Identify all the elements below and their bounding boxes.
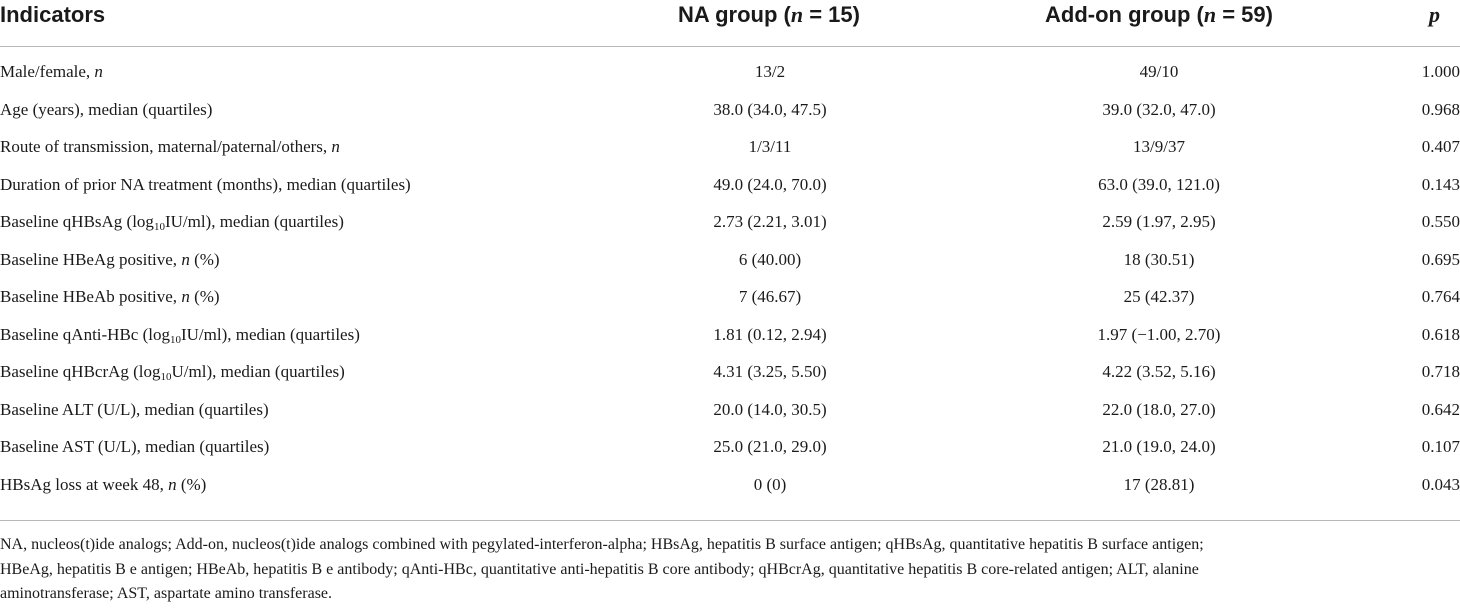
table-row: [0, 285, 1460, 323]
indicator-subscript: 10: [153, 221, 165, 233]
p-value-cell: 0.618: [1421, 324, 1460, 344]
indicator-text: Baseline HBeAb positive,: [0, 287, 182, 306]
indicator-text-suffix: IU/ml), median (quartiles): [164, 212, 344, 231]
indicator-text: HBsAg loss at week 48,: [0, 474, 169, 494]
indicator-text: Route of transmission, maternal/paternal/others,: [0, 137, 332, 156]
na-group-cell: 1.81 (0.12, 2.94): [713, 324, 827, 344]
indicator-text: Baseline ALT (U/L), median (quartiles): [0, 399, 269, 419]
footnote-line-1: NA, nucleos(t)ide analogs; Add-on, nucleos(t)ide analogs combined with pegylated-interferon-alpha; HBsAg, hepatitis B surface antigen; qHBsAg, quantitative hepatitis B surface antigen;: [0, 536, 1204, 553]
addon-group-cell: 13/9/37: [1133, 137, 1185, 156]
p-value-cell: 0.143: [1421, 174, 1460, 194]
indicator-text-suffix: IU/ml), median (quartiles): [180, 324, 360, 344]
indicator-cell: [0, 173, 411, 197]
na-group-cell: 6 (40.00): [738, 249, 802, 269]
na-group-cell: 1/3/11: [748, 137, 792, 156]
table-row: [0, 135, 1460, 173]
indicator-cell: [0, 323, 360, 347]
p-value-cell: 1.000: [1421, 62, 1460, 81]
indicator-subscript: 10: [160, 371, 172, 383]
addon-group-cell: 22.0 (18.0, 27.0): [1102, 399, 1216, 419]
p-value-cell: 0.407: [1421, 137, 1460, 156]
table-header: [0, 0, 1460, 47]
indicator-text: Duration of prior NA treatment (months), median (quartiles): [0, 174, 411, 194]
header-addon-post: = 59): [1216, 2, 1273, 27]
indicator-cell: [0, 398, 269, 422]
table-row: [0, 210, 1460, 248]
na-group-cell: 0 (0): [753, 474, 787, 494]
indicator-italic: n: [94, 62, 103, 81]
addon-group-cell: 25 (42.37): [1123, 287, 1195, 306]
addon-group-cell: 4.22 (3.52, 5.16): [1102, 362, 1216, 381]
indicator-italic: n: [181, 287, 190, 306]
p-value-cell: 0.043: [1421, 474, 1460, 494]
indicator-italic: n: [181, 249, 190, 269]
table-row: [0, 398, 1460, 436]
header-na-post: = 15): [803, 2, 860, 27]
na-group-cell: 13/2: [754, 62, 786, 81]
addon-group-cell: 18 (30.51): [1123, 249, 1195, 269]
table-row: [0, 360, 1460, 398]
indicator-cell: [0, 135, 340, 159]
table-row: [0, 60, 1460, 98]
header-na-n: n: [790, 2, 804, 27]
indicator-italic: n: [168, 474, 177, 494]
table-row: [0, 98, 1460, 136]
addon-group-cell: 63.0 (39.0, 121.0): [1098, 174, 1220, 194]
na-group-cell: 38.0 (34.0, 47.5): [713, 99, 827, 119]
p-value-cell: 0.642: [1421, 399, 1460, 419]
indicator-text: Age (years), median (quartiles): [0, 99, 213, 119]
header-p-label: p: [1429, 2, 1440, 27]
indicator-cell: [0, 60, 103, 84]
indicator-cell: [0, 98, 212, 122]
addon-group-cell: 49/10: [1139, 62, 1179, 81]
table-row: [0, 323, 1460, 361]
table-row: [0, 435, 1460, 473]
table-footnote: [0, 533, 1460, 607]
indicator-text: Baseline qHBsAg (log: [0, 212, 154, 231]
na-group-cell: 7 (46.67): [738, 287, 802, 306]
footnote-line-2: HBeAg, hepatitis B e antigen; HBeAb, hepatitis B e antibody; qAnti-HBc, quantitative anti-hepatitis B core antibody; qHBcrAg, quantitative hepatitis B core-related antigen; ALT, alanine: [0, 560, 1199, 578]
table-row: [0, 173, 1460, 211]
addon-group-cell: 17 (28.81): [1123, 474, 1195, 494]
addon-group-cell: 1.97 (−1.00, 2.70): [1097, 324, 1221, 344]
indicator-italic: n: [331, 137, 340, 156]
indicator-text-suffix: (%): [189, 249, 220, 269]
header-addon-pre: Add-on group (: [1045, 2, 1204, 27]
table-bottom-rule: [0, 520, 1460, 521]
table-body: [0, 60, 1460, 510]
indicator-text-suffix: (%): [189, 287, 220, 306]
indicator-text: Baseline qHBcrAg (log: [0, 362, 161, 381]
footnote-line-3: aminotransferase; AST, aspartate amino transferase.: [0, 585, 333, 602]
p-value-cell: 0.695: [1421, 249, 1460, 269]
indicator-text: Baseline HBeAg positive,: [0, 249, 182, 269]
indicator-cell: [0, 248, 220, 272]
indicator-cell: [0, 210, 344, 234]
p-value-cell: 0.764: [1421, 287, 1460, 306]
indicator-cell: [0, 473, 206, 497]
indicator-text: Baseline AST (U/L), median (quartiles): [0, 437, 270, 456]
na-group-cell: 2.73 (2.21, 3.01): [713, 212, 827, 231]
addon-group-cell: 21.0 (19.0, 24.0): [1102, 437, 1216, 456]
na-group-cell: 4.31 (3.25, 5.50): [713, 362, 827, 381]
header-indicators: Indicators: [0, 2, 106, 27]
indicator-cell: [0, 360, 345, 384]
table-row: [0, 248, 1460, 286]
indicator-cell: [0, 285, 220, 309]
na-group-cell: 25.0 (21.0, 29.0): [713, 437, 827, 456]
na-group-cell: 20.0 (14.0, 30.5): [713, 399, 827, 419]
indicator-cell: [0, 435, 269, 459]
indicator-text-suffix: (%): [176, 474, 207, 494]
header-na-pre: NA group (: [678, 2, 791, 27]
indicator-subscript: 10: [169, 333, 181, 346]
header-p: [1429, 1, 1440, 29]
na-group-cell: 49.0 (24.0, 70.0): [713, 174, 827, 194]
header-addon-n: n: [1203, 2, 1217, 27]
p-value-cell: 0.550: [1421, 212, 1460, 231]
table-row: [0, 473, 1460, 511]
addon-group-cell: 39.0 (32.0, 47.0): [1102, 99, 1216, 119]
p-value-cell: 0.968: [1421, 99, 1460, 119]
p-value-cell: 0.107: [1421, 437, 1460, 456]
p-value-cell: 0.718: [1421, 362, 1460, 381]
indicator-text-suffix: U/ml), median (quartiles): [171, 362, 345, 381]
indicator-text: Baseline qAnti-HBc (log: [0, 324, 170, 344]
addon-group-cell: 2.59 (1.97, 2.95): [1102, 212, 1216, 231]
indicator-text: Male/female,: [0, 62, 95, 81]
